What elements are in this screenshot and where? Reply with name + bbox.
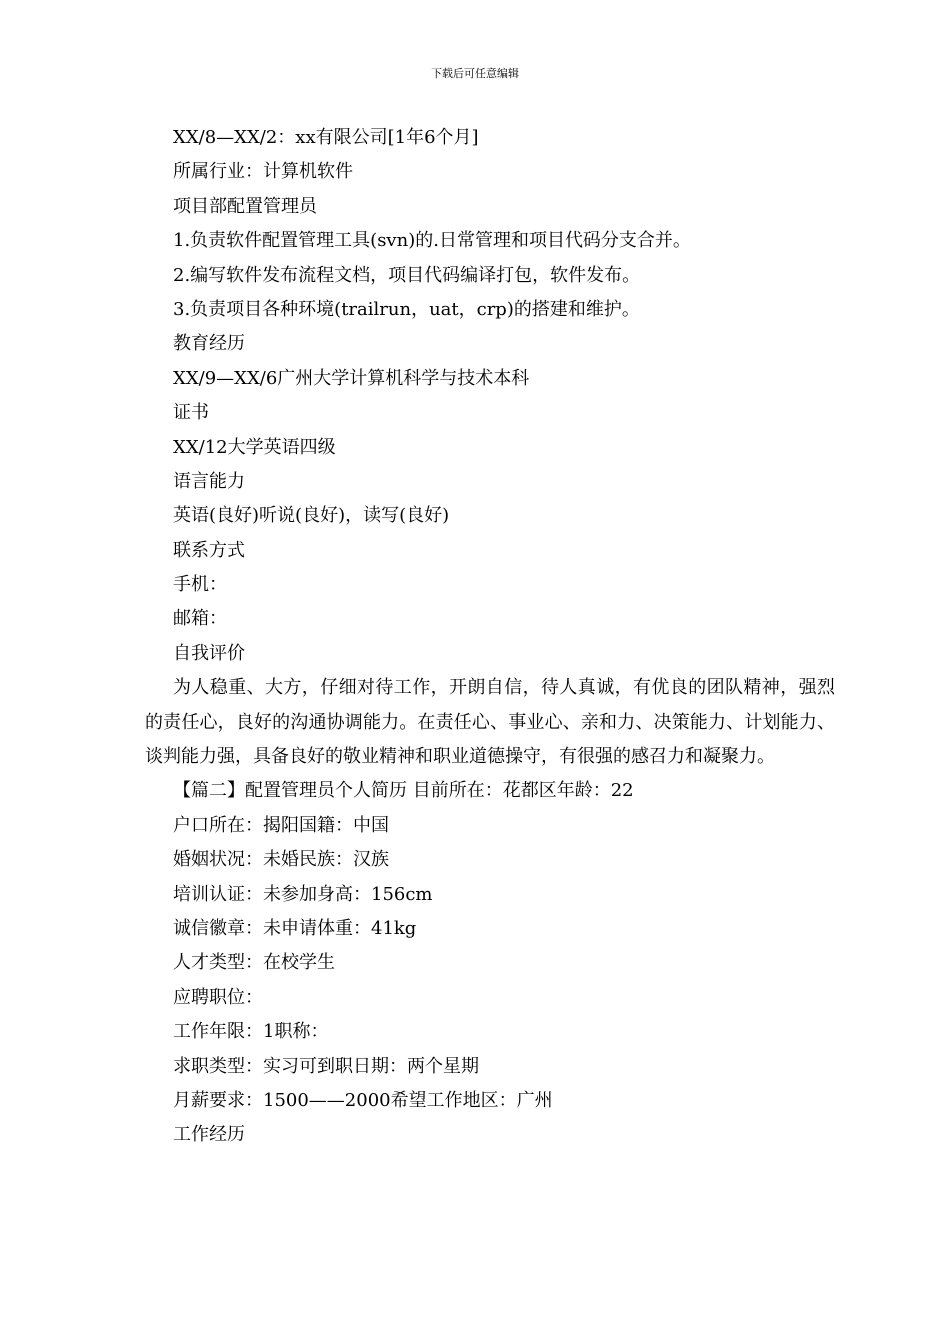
training-height-line: 培训认证：未参加身高：156cm bbox=[173, 883, 433, 905]
job-type-availability-line: 求职类型：实习可到职日期：两个星期 bbox=[173, 1055, 479, 1077]
contact-email-line: 邮箱： bbox=[173, 608, 227, 630]
certificate-line: XX/12大学英语四级 bbox=[173, 436, 336, 458]
document-body bbox=[145, 121, 835, 1153]
duty-item-3: 3.负责项目各种环境(trailrun，uat，crp)的搭建和维护。 bbox=[173, 298, 640, 320]
job-title-line: 项目部配置管理员 bbox=[173, 195, 317, 217]
duty-item-2: 2.编写软件发布流程文档，项目代码编译打包，软件发布。 bbox=[173, 264, 641, 286]
section-heading-self-evaluation: 自我评价 bbox=[173, 642, 245, 664]
education-line: XX/9—XX/6广州大学计算机科学与技术本科 bbox=[173, 367, 530, 389]
work-years-title-line: 工作年限：1职称： bbox=[173, 1021, 329, 1043]
section-heading-work-experience: 工作经历 bbox=[173, 1124, 245, 1146]
page-header: 下载后可任意编辑 bbox=[431, 67, 519, 80]
section-heading-certificates: 证书 bbox=[173, 402, 209, 424]
language-line: 英语(良好)听说(良好)，读写(良好) bbox=[173, 505, 450, 527]
section-heading-education: 教育经历 bbox=[173, 333, 245, 355]
applied-position-line: 应聘职位： bbox=[173, 986, 263, 1008]
job-period-line: XX/8—XX/2：xx有限公司[1年6个月] bbox=[173, 127, 479, 148]
duty-item-1: 1.负责软件配置管理工具(svn)的.日常管理和项目代码分支合并。 bbox=[173, 230, 691, 252]
marital-ethnicity-line: 婚姻状况：未婚民族：汉族 bbox=[173, 849, 389, 871]
badge-weight-line: 诚信徽章：未申请体重：41kg bbox=[173, 918, 417, 940]
talent-type-line: 人才类型：在校学生 bbox=[173, 952, 335, 974]
contact-phone-line: 手机： bbox=[173, 574, 227, 596]
resume-two-heading-line: 【篇二】配置管理员个人简历 目前所在：花都区年龄：22 bbox=[173, 780, 634, 802]
household-nationality-line: 户口所在：揭阳国籍：中国 bbox=[173, 814, 389, 836]
self-evaluation-paragraph: 为人稳重、大方，仔细对待工作，开朗自信，待人真诚，有优良的团队精神，强烈的责任心，良好的沟通协调能力。在责任心、事业心、亲和力、决策能力、计划能力、谈判能力强，具备良好的敬业精神和职业道德操守，有很强的感召力和凝聚力。 bbox=[145, 677, 835, 768]
section-heading-contact: 联系方式 bbox=[173, 539, 245, 561]
industry-line: 所属行业：计算机软件 bbox=[173, 161, 353, 183]
salary-location-line: 月薪要求：1500——2000希望工作地区：广州 bbox=[173, 1089, 553, 1111]
section-heading-language: 语言能力 bbox=[173, 470, 245, 492]
